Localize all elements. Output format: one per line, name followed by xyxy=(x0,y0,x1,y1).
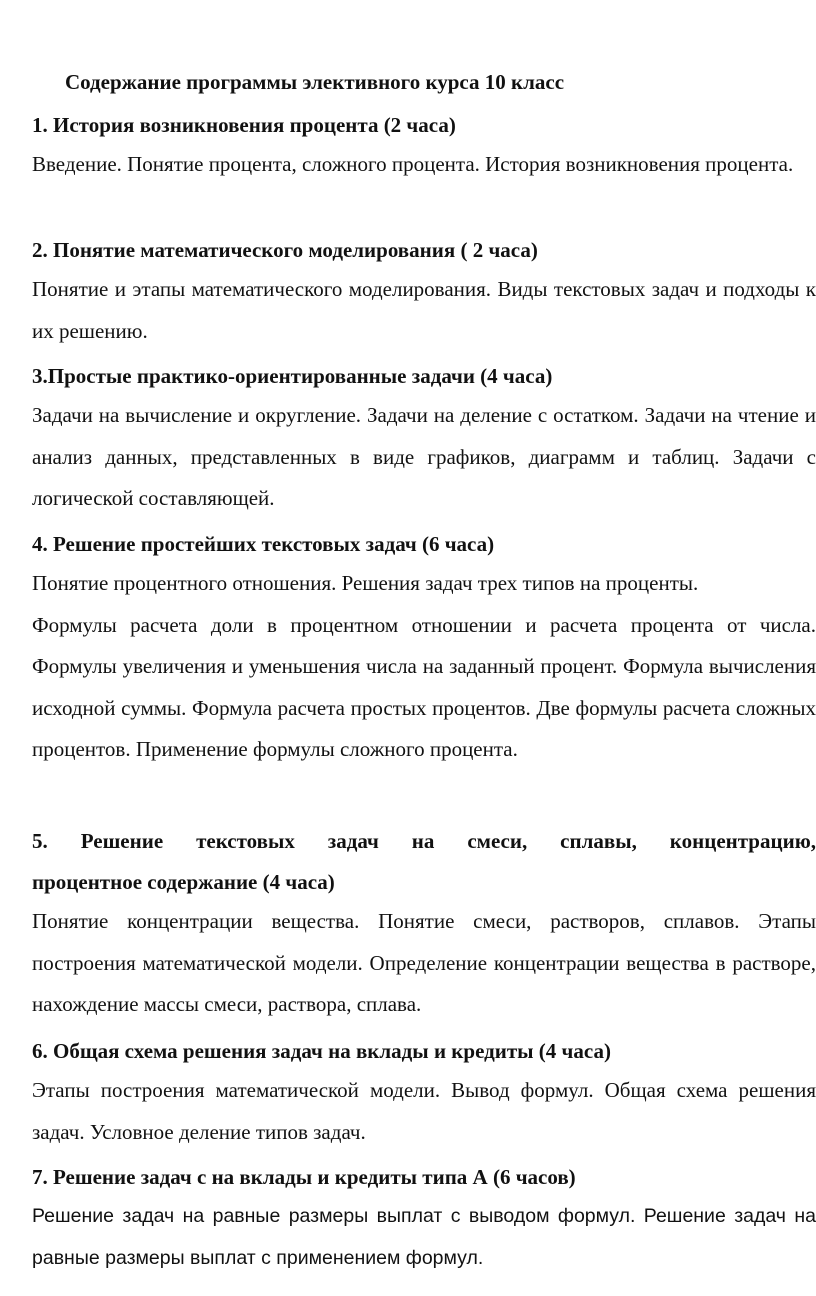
section-2-heading: 2. Понятие математического моделирования ( 2 часа) xyxy=(32,238,538,262)
section-6 xyxy=(32,1037,816,1153)
section-6-text: Этапы построения математической модели. Вывод формул. Общая схема решения задач. Условное деление типов задач. xyxy=(32,1078,816,1144)
section-1 xyxy=(32,111,816,186)
section-5-heading-line2: процентное содержание (4 часа) xyxy=(32,870,335,894)
section-1-text: Введение. Понятие процента, сложного процента. История возникновения процента. xyxy=(32,152,794,176)
section-4-text: Формулы расчета доли в процентном отношении и расчета процента от числа. Формулы увеличения и уменьшения числа на заданный процент. Формула вычисления исходной суммы. Формула расчета простых процентов. Две формулы расчета сложных процентов. Применение формулы сложного процента. xyxy=(32,612,816,761)
section-1-heading: 1. История возникновения процента (2 часа) xyxy=(32,113,456,137)
section-2 xyxy=(32,236,816,352)
section-3-heading: 3.Простые практико-ориентированные задачи (4 часа) xyxy=(32,364,553,388)
section-4 xyxy=(32,530,816,771)
section-5-heading-line1: 5. Решение текстовых задач на смеси, сплавы, концентрацию, xyxy=(32,829,816,853)
section-7-text: Решение задач на равные размеры выплат с выводом формул. Решение задач на равные размеры выплат с применением формул. xyxy=(32,1205,816,1269)
section-7-heading: 7. Решение задач с на вклады и кредиты типа А (6 часов) xyxy=(32,1165,576,1189)
section-5 xyxy=(32,827,816,1026)
section-2-text: Понятие и этапы математического моделирования. Виды текстовых задач и подходы к их решению. xyxy=(32,277,816,343)
section-3 xyxy=(32,362,816,520)
section-4-text-line1: Понятие процентного отношения. Решения задач трех типов на проценты. xyxy=(32,571,699,595)
section-4-heading: 4. Решение простейших текстовых задач (6 часа) xyxy=(32,532,495,556)
page-title: Содержание программы элективного курса 10 класс xyxy=(65,70,565,94)
section-6-heading: 6. Общая схема решения задач на вклады и кредиты (4 часа) xyxy=(32,1039,611,1063)
section-3-text: Задачи на вычисление и округление. Задачи на деление с остатком. Задачи на чтение и анализ данных, представленных в виде графиков, диаграмм и таблиц. Задачи с логической составляющей. xyxy=(32,403,816,510)
section-5-text: Понятие концентрации вещества. Понятие смеси, растворов, сплавов. Этапы построения математической модели. Определение концентрации вещества в растворе, нахождение массы смеси, раствора, сплава. xyxy=(32,909,816,1016)
section-7 xyxy=(32,1163,816,1279)
